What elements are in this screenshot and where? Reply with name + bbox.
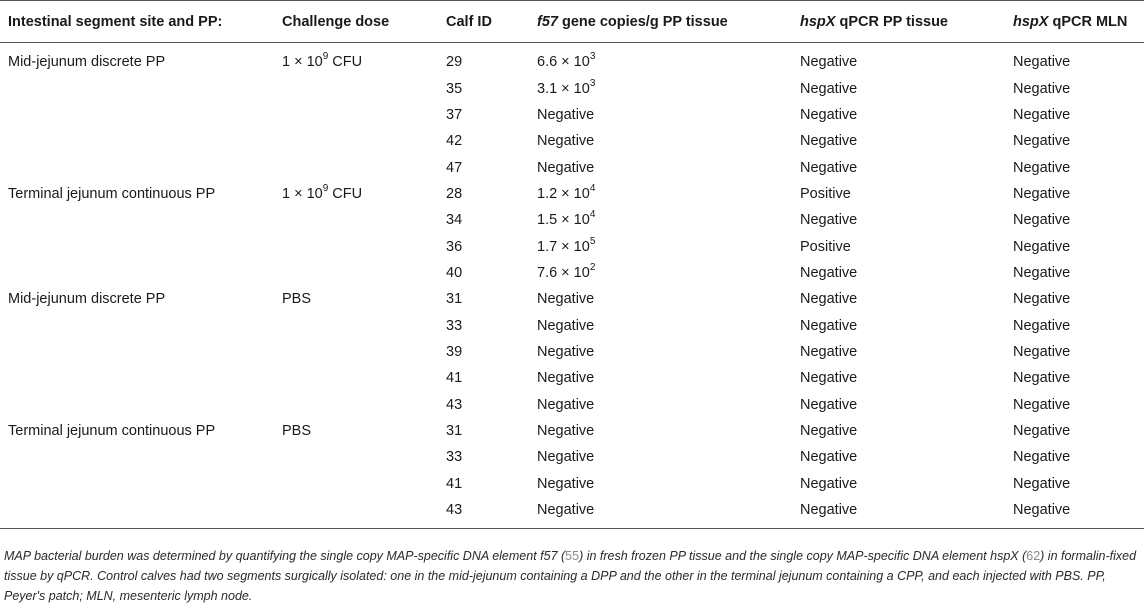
cell-hspx-mln-value: Negative bbox=[1013, 159, 1071, 176]
table-row bbox=[0, 444, 1144, 470]
cell-hspx-mln bbox=[1005, 128, 1144, 154]
cell-hspx-pp-value: Negative bbox=[800, 449, 858, 466]
cell-f57 bbox=[529, 497, 792, 529]
cell-site bbox=[0, 286, 274, 312]
cell-f57-exponent: 2 bbox=[589, 262, 596, 274]
cell-f57-exponent: 3 bbox=[589, 77, 596, 89]
cell-f57 bbox=[529, 181, 792, 207]
cell-hspx-mln bbox=[1005, 75, 1144, 101]
table-row bbox=[0, 497, 1144, 529]
cell-calf-id-value: 40 bbox=[446, 264, 463, 281]
cell-hspx-pp bbox=[792, 75, 1005, 101]
cell-dose-value: 1 × 10 bbox=[282, 54, 323, 71]
cell-f57 bbox=[529, 233, 792, 259]
cell-hspx-mln bbox=[1005, 207, 1144, 233]
cell-site bbox=[0, 391, 274, 417]
cell-hspx-pp-value: Negative bbox=[800, 106, 858, 123]
cell-hspx-mln bbox=[1005, 233, 1144, 259]
cell-calf-id-value: 34 bbox=[446, 212, 463, 229]
cell-hspx-mln bbox=[1005, 286, 1144, 312]
cell-calf-id bbox=[438, 497, 529, 529]
cell-hspx-pp-value: Negative bbox=[800, 422, 858, 439]
cell-site bbox=[0, 418, 274, 444]
header-hspx-pp bbox=[792, 1, 1005, 43]
cell-hspx-mln-value: Negative bbox=[1013, 422, 1071, 439]
cell-calf-id-value: 31 bbox=[446, 291, 463, 308]
cell-hspx-mln-value: Negative bbox=[1013, 291, 1071, 308]
cell-calf-id-value: 37 bbox=[446, 106, 463, 123]
cell-dose bbox=[274, 43, 438, 76]
cell-f57-value: Negative bbox=[537, 133, 595, 150]
cell-calf-id bbox=[438, 471, 529, 497]
cell-f57 bbox=[529, 365, 792, 391]
table-body bbox=[0, 43, 1144, 529]
header-f57-text: gene copies/g PP tissue bbox=[557, 13, 728, 30]
cell-hspx-pp bbox=[792, 497, 1005, 529]
cell-calf-id bbox=[438, 365, 529, 391]
header-site: Intestinal segment site and PP: bbox=[8, 13, 223, 30]
cell-hspx-mln-value: Negative bbox=[1013, 343, 1071, 360]
cell-hspx-pp-value: Negative bbox=[800, 370, 858, 387]
cell-f57-value: Negative bbox=[537, 343, 595, 360]
cell-hspx-mln bbox=[1005, 418, 1144, 444]
cell-hspx-pp bbox=[792, 418, 1005, 444]
table-row bbox=[0, 391, 1144, 417]
cell-site bbox=[0, 233, 274, 259]
cell-f57 bbox=[529, 128, 792, 154]
cell-dose bbox=[274, 75, 438, 101]
cell-hspx-pp bbox=[792, 471, 1005, 497]
header-hspx-mln-gene: hspX bbox=[1013, 13, 1049, 30]
table-footnote bbox=[4, 546, 1138, 606]
cell-calf-id bbox=[438, 154, 529, 180]
cell-hspx-pp bbox=[792, 312, 1005, 338]
cell-hspx-mln bbox=[1005, 43, 1144, 76]
cell-hspx-pp-value: Negative bbox=[800, 396, 858, 413]
cell-hspx-pp-value: Negative bbox=[800, 159, 858, 176]
table-header bbox=[0, 1, 1144, 43]
cell-f57-value: 1.2 × 10 bbox=[537, 185, 590, 202]
cell-hspx-mln-value: Negative bbox=[1013, 317, 1071, 334]
cell-calf-id-value: 41 bbox=[446, 475, 463, 492]
cell-site bbox=[0, 43, 274, 76]
cell-f57 bbox=[529, 154, 792, 180]
cell-f57 bbox=[529, 418, 792, 444]
cell-f57 bbox=[529, 444, 792, 470]
cell-dose bbox=[274, 181, 438, 207]
cell-hspx-mln bbox=[1005, 471, 1144, 497]
cell-site bbox=[0, 497, 274, 529]
footnote-text-3: ) in formalin-fixed tissue by qPCR. Control calves had two segments surgically isolated: one in the mid-jejunum containing a DPP and the other in the terminal jejunum containing a CPP, and each injected with PBS. PP, Peyer's patch; MLN, mesenteric lymph node. bbox=[4, 549, 1137, 603]
table-row bbox=[0, 418, 1144, 444]
cell-hspx-mln bbox=[1005, 312, 1144, 338]
cell-site-value: Terminal jejunum continuous PP bbox=[8, 185, 216, 202]
cell-calf-id-value: 43 bbox=[446, 396, 463, 413]
cell-f57-exponent: 5 bbox=[589, 235, 596, 247]
cell-hspx-mln bbox=[1005, 391, 1144, 417]
table-row bbox=[0, 233, 1144, 259]
cell-hspx-pp bbox=[792, 444, 1005, 470]
cell-f57 bbox=[529, 75, 792, 101]
cell-site bbox=[0, 260, 274, 286]
cell-dose-value: CFU bbox=[328, 185, 363, 202]
cell-dose-exponent: 9 bbox=[322, 51, 329, 63]
table-row bbox=[0, 312, 1144, 338]
cell-dose bbox=[274, 418, 438, 444]
footnote-reference-1[interactable]: 55 bbox=[565, 549, 580, 563]
header-row bbox=[0, 1, 1144, 43]
cell-calf-id bbox=[438, 312, 529, 338]
cell-hspx-pp-value: Negative bbox=[800, 133, 858, 150]
footnote-text-2: ) in fresh frozen PP tissue and the single copy MAP-specific DNA element hspX ( bbox=[579, 549, 1027, 563]
cell-f57-value: Negative bbox=[537, 422, 595, 439]
cell-hspx-pp-value: Negative bbox=[800, 54, 858, 71]
cell-f57-value: 3.1 × 10 bbox=[537, 80, 590, 97]
cell-dose bbox=[274, 471, 438, 497]
cell-f57-value: Negative bbox=[537, 449, 595, 466]
header-f57-gene: f57 bbox=[537, 13, 558, 30]
cell-hspx-pp bbox=[792, 207, 1005, 233]
cell-dose bbox=[274, 497, 438, 529]
cell-hspx-pp bbox=[792, 128, 1005, 154]
cell-dose-value: CFU bbox=[328, 54, 363, 71]
cell-hspx-mln-value: Negative bbox=[1013, 396, 1071, 413]
header-f57 bbox=[529, 1, 792, 43]
table-row bbox=[0, 43, 1144, 76]
cell-hspx-mln-value: Negative bbox=[1013, 80, 1071, 97]
cell-calf-id-value: 47 bbox=[446, 159, 463, 176]
cell-hspx-pp bbox=[792, 154, 1005, 180]
cell-hspx-pp-value: Negative bbox=[800, 475, 858, 492]
cell-calf-id bbox=[438, 260, 529, 286]
cell-hspx-mln bbox=[1005, 102, 1144, 128]
cell-f57-exponent: 4 bbox=[589, 209, 596, 221]
cell-dose bbox=[274, 444, 438, 470]
cell-f57-value: Negative bbox=[537, 291, 595, 308]
cell-hspx-pp-value: Positive bbox=[800, 185, 851, 202]
table-row bbox=[0, 181, 1144, 207]
cell-hspx-pp-value: Negative bbox=[800, 343, 858, 360]
cell-dose-exponent: 9 bbox=[322, 183, 329, 195]
cell-hspx-mln-value: Negative bbox=[1013, 212, 1071, 229]
cell-f57-value: 1.5 × 10 bbox=[537, 212, 590, 229]
cell-dose bbox=[274, 154, 438, 180]
cell-f57 bbox=[529, 260, 792, 286]
cell-dose bbox=[274, 365, 438, 391]
cell-calf-id-value: 33 bbox=[446, 449, 463, 466]
cell-hspx-mln bbox=[1005, 181, 1144, 207]
cell-calf-id bbox=[438, 233, 529, 259]
cell-hspx-pp-value: Negative bbox=[800, 212, 858, 229]
cell-f57 bbox=[529, 471, 792, 497]
cell-calf-id-value: 31 bbox=[446, 422, 463, 439]
cell-hspx-mln-value: Negative bbox=[1013, 449, 1071, 466]
table-row bbox=[0, 286, 1144, 312]
cell-dose-value: PBS bbox=[282, 291, 312, 308]
cell-calf-id bbox=[438, 286, 529, 312]
cell-calf-id bbox=[438, 339, 529, 365]
cell-hspx-mln bbox=[1005, 497, 1144, 529]
cell-hspx-mln-value: Negative bbox=[1013, 238, 1071, 255]
header-calf-id: Calf ID bbox=[446, 13, 492, 30]
cell-f57 bbox=[529, 102, 792, 128]
cell-f57-value: Negative bbox=[537, 475, 595, 492]
cell-f57 bbox=[529, 339, 792, 365]
cell-f57-value: Negative bbox=[537, 317, 595, 334]
cell-calf-id bbox=[438, 181, 529, 207]
cell-hspx-pp bbox=[792, 391, 1005, 417]
cell-dose bbox=[274, 286, 438, 312]
table-row bbox=[0, 260, 1144, 286]
cell-f57 bbox=[529, 286, 792, 312]
cell-calf-id bbox=[438, 128, 529, 154]
cell-dose bbox=[274, 391, 438, 417]
table-row bbox=[0, 102, 1144, 128]
footnote-reference-2[interactable]: 62 bbox=[1026, 549, 1041, 563]
cell-f57-value: Negative bbox=[537, 159, 595, 176]
cell-calf-id-value: 42 bbox=[446, 133, 463, 150]
cell-site bbox=[0, 312, 274, 338]
cell-f57-value: Negative bbox=[537, 396, 595, 413]
cell-f57 bbox=[529, 391, 792, 417]
cell-dose-value: 1 × 10 bbox=[282, 185, 323, 202]
table-row bbox=[0, 471, 1144, 497]
cell-hspx-mln-value: Negative bbox=[1013, 54, 1071, 71]
cell-calf-id-value: 43 bbox=[446, 502, 463, 519]
table-row bbox=[0, 207, 1144, 233]
cell-calf-id-value: 39 bbox=[446, 343, 463, 360]
cell-f57-value: Negative bbox=[537, 370, 595, 387]
cell-hspx-pp-value: Negative bbox=[800, 80, 858, 97]
cell-hspx-mln-value: Negative bbox=[1013, 502, 1071, 519]
header-hspx-mln bbox=[1005, 1, 1144, 43]
cell-hspx-mln-value: Negative bbox=[1013, 264, 1071, 281]
cell-f57-value: 7.6 × 10 bbox=[537, 264, 590, 281]
cell-f57-exponent: 4 bbox=[589, 183, 596, 195]
cell-site bbox=[0, 365, 274, 391]
cell-hspx-mln-value: Negative bbox=[1013, 133, 1071, 150]
cell-calf-id-value: 41 bbox=[446, 370, 463, 387]
cell-hspx-pp bbox=[792, 260, 1005, 286]
cell-calf-id bbox=[438, 102, 529, 128]
cell-hspx-pp bbox=[792, 43, 1005, 76]
cell-hspx-pp bbox=[792, 102, 1005, 128]
cell-hspx-pp-value: Negative bbox=[800, 264, 858, 281]
cell-calf-id-value: 29 bbox=[446, 54, 463, 71]
cell-site bbox=[0, 181, 274, 207]
cell-dose bbox=[274, 233, 438, 259]
cell-hspx-mln bbox=[1005, 444, 1144, 470]
cell-calf-id-value: 35 bbox=[446, 80, 463, 97]
cell-site bbox=[0, 207, 274, 233]
cell-calf-id bbox=[438, 444, 529, 470]
cell-hspx-pp-value: Negative bbox=[800, 502, 858, 519]
cell-f57-value: 6.6 × 10 bbox=[537, 54, 590, 71]
cell-hspx-mln bbox=[1005, 154, 1144, 180]
cell-calf-id-value: 36 bbox=[446, 238, 463, 255]
cell-hspx-mln-value: Negative bbox=[1013, 185, 1071, 202]
cell-hspx-mln-value: Negative bbox=[1013, 370, 1071, 387]
cell-calf-id bbox=[438, 75, 529, 101]
cell-f57-value: Negative bbox=[537, 502, 595, 519]
cell-calf-id bbox=[438, 207, 529, 233]
cell-calf-id bbox=[438, 418, 529, 444]
cell-hspx-pp bbox=[792, 286, 1005, 312]
table-row bbox=[0, 128, 1144, 154]
cell-site-value: Terminal jejunum continuous PP bbox=[8, 422, 216, 439]
cell-dose bbox=[274, 128, 438, 154]
cell-site bbox=[0, 471, 274, 497]
table-row bbox=[0, 154, 1144, 180]
table-row bbox=[0, 339, 1144, 365]
cell-dose bbox=[274, 260, 438, 286]
cell-f57 bbox=[529, 312, 792, 338]
cell-hspx-pp-value: Negative bbox=[800, 317, 858, 334]
header-hspx-mln-text: qPCR MLN bbox=[1048, 13, 1128, 30]
header-dose: Challenge dose bbox=[282, 13, 390, 30]
cell-hspx-mln-value: Negative bbox=[1013, 475, 1071, 492]
cell-dose bbox=[274, 102, 438, 128]
cell-f57-exponent: 3 bbox=[589, 51, 596, 63]
table-row bbox=[0, 365, 1144, 391]
cell-site bbox=[0, 75, 274, 101]
footnote-text-1: MAP bacterial burden was determined by quantifying the single copy MAP-specific DNA element f57 ( bbox=[4, 549, 566, 563]
cell-dose-value: PBS bbox=[282, 422, 312, 439]
cell-hspx-pp bbox=[792, 233, 1005, 259]
cell-f57 bbox=[529, 207, 792, 233]
cell-calf-id bbox=[438, 391, 529, 417]
cell-f57-value: 1.7 × 10 bbox=[537, 238, 590, 255]
header-hspx-pp-text: qPCR PP tissue bbox=[835, 13, 948, 30]
cell-site-value: Mid-jejunum discrete PP bbox=[8, 54, 166, 71]
cell-hspx-mln-value: Negative bbox=[1013, 106, 1071, 123]
cell-site bbox=[0, 339, 274, 365]
cell-hspx-mln bbox=[1005, 365, 1144, 391]
cell-hspx-pp-value: Positive bbox=[800, 238, 851, 255]
cell-hspx-mln bbox=[1005, 260, 1144, 286]
cell-dose bbox=[274, 339, 438, 365]
cell-hspx-mln bbox=[1005, 339, 1144, 365]
cell-site-value: Mid-jejunum discrete PP bbox=[8, 291, 166, 308]
cell-calf-id-value: 28 bbox=[446, 185, 463, 202]
cell-dose bbox=[274, 207, 438, 233]
cell-f57 bbox=[529, 43, 792, 76]
header-hspx-pp-gene: hspX bbox=[800, 13, 836, 30]
cell-calf-id-value: 33 bbox=[446, 317, 463, 334]
cell-dose bbox=[274, 312, 438, 338]
table-row bbox=[0, 75, 1144, 101]
cell-site bbox=[0, 128, 274, 154]
cell-site bbox=[0, 154, 274, 180]
cell-hspx-pp bbox=[792, 339, 1005, 365]
cell-f57-value: Negative bbox=[537, 106, 595, 123]
cell-site bbox=[0, 102, 274, 128]
cell-hspx-pp bbox=[792, 365, 1005, 391]
cell-hspx-pp bbox=[792, 181, 1005, 207]
cell-site bbox=[0, 444, 274, 470]
cell-hspx-pp-value: Negative bbox=[800, 291, 858, 308]
cell-calf-id bbox=[438, 43, 529, 76]
